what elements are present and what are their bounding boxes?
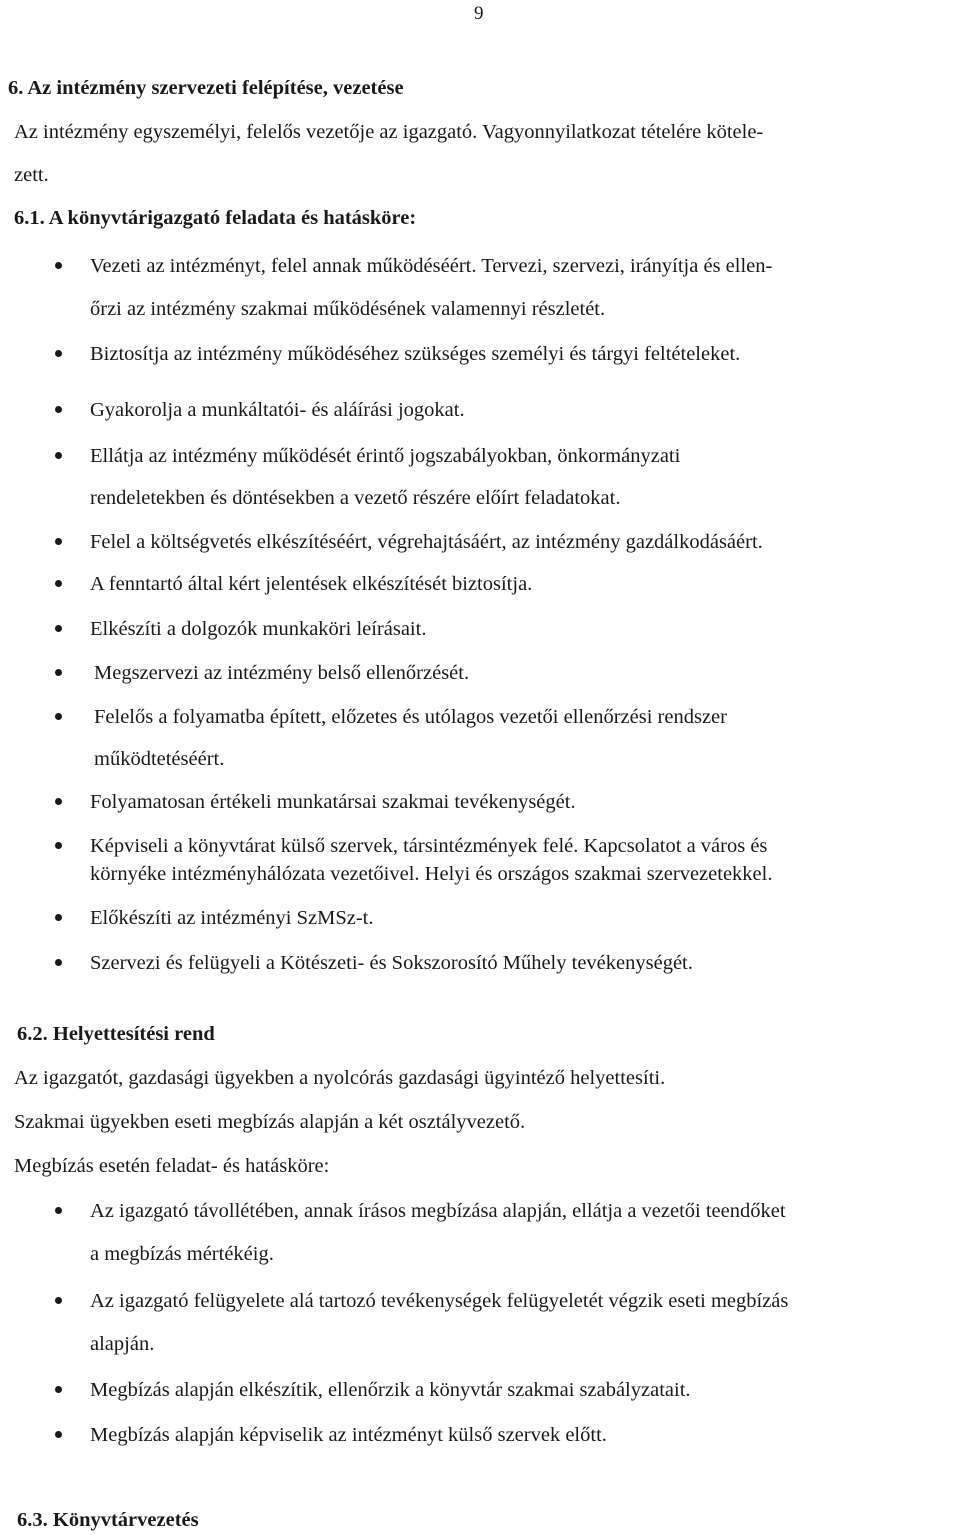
section-6-intro-line-2: zett. (14, 164, 49, 186)
list-item: Elkészíti a dolgozók munkaköri leírásait. (90, 618, 427, 640)
section-6-1-heading: 6.1. A könyvtárigazgató feladata és hatásköre: (14, 207, 417, 229)
list-item-continuation: a megbízás mértékéig. (90, 1243, 274, 1265)
bullet-icon (55, 262, 62, 269)
bullet-icon (55, 669, 62, 676)
list-item: Az igazgató felügyelete alá tartozó tevékenységek felügyeletét végzik eseti megbízás (90, 1290, 789, 1312)
bullet-icon (55, 842, 62, 849)
bullet-icon (55, 959, 62, 966)
bullet-icon (55, 1207, 62, 1214)
section-6-3-heading: 6.3. Könyvtárvezetés (17, 1509, 199, 1531)
list-item: Szervezi és felügyeli a Kötészeti- és Sokszorosító Műhely tevékenységét. (90, 952, 693, 974)
list-item-continuation: alapján. (90, 1333, 155, 1355)
list-item: Megbízás alapján képviselik az intézményt külső szervek előtt. (90, 1424, 607, 1446)
list-item-continuation: környéke intézményhálózata vezetőivel. Helyi és országos szakmai szervezetekkel. (90, 863, 773, 885)
bullet-icon (55, 1431, 62, 1438)
bullet-icon (55, 625, 62, 632)
section-6-heading: 6. Az intézmény szervezeti felépítése, vezetése (8, 77, 404, 99)
bullet-icon (55, 452, 62, 459)
page-number: 9 (474, 3, 484, 24)
bullet-icon (55, 1386, 62, 1393)
list-item: Gyakorolja a munkáltatói- és aláírási jogokat. (90, 399, 465, 421)
list-item: Ellátja az intézmény működését érintő jogszabályokban, önkormányzati (90, 445, 681, 467)
list-item: Képviseli a könyvtárat külső szervek, társintézmények felé. Kapcsolatot a város és (90, 835, 768, 857)
list-item-continuation: rendeletekben és döntésekben a vezető részére előírt feladatokat. (90, 487, 621, 509)
list-item: Biztosítja az intézmény működéséhez szükséges személyi és tárgyi feltételeket. (90, 343, 741, 365)
bullet-icon (55, 798, 62, 805)
list-item-continuation: őrzi az intézmény szakmai működésének valamennyi részletét. (90, 298, 606, 320)
bullet-icon (55, 713, 62, 720)
bullet-icon (55, 1297, 62, 1304)
list-item: Az igazgató távollétében, annak írásos megbízása alapján, ellátja a vezetői teendőket (90, 1200, 786, 1222)
list-item: Megszervezi az intézmény belső ellenőrzését. (94, 662, 470, 684)
section-6-2-paragraph-3: Megbízás esetén feladat- és hatásköre: (14, 1155, 330, 1177)
bullet-icon (55, 350, 62, 357)
bullet-icon (55, 538, 62, 545)
section-6-intro-line-1: Az intézmény egyszemélyi, felelős vezetője az igazgató. Vagyonnyilatkozat tételére kötele- (14, 121, 764, 143)
list-item: Felel a költségvetés elkészítéséért, végrehajtásáért, az intézmény gazdálkodásáért. (90, 531, 763, 553)
section-6-2-paragraph-2: Szakmai ügyekben eseti megbízás alapján a két osztályvezető. (14, 1111, 526, 1133)
list-item: Folyamatosan értékeli munkatársai szakmai tevékenységét. (90, 791, 576, 813)
list-item-continuation: működtetéséért. (94, 748, 225, 770)
section-6-2-paragraph-1: Az igazgatót, gazdasági ügyekben a nyolcórás gazdasági ügyintéző helyettesíti. (14, 1067, 666, 1089)
list-item: Megbízás alapján elkészítik, ellenőrzik a könyvtár szakmai szabályzatait. (90, 1379, 691, 1401)
list-item: A fenntartó által kért jelentések elkészítését biztosítja. (90, 573, 533, 595)
section-6-2-heading: 6.2. Helyettesítési rend (17, 1023, 215, 1045)
list-item: Vezeti az intézményt, felel annak működéséért. Tervezi, szervezi, irányítja és ellen- (90, 255, 773, 277)
list-item: Felelős a folyamatba épített, előzetes és utólagos vezetői ellenőrzési rendszer (94, 706, 727, 728)
bullet-icon (55, 580, 62, 587)
bullet-icon (55, 406, 62, 413)
list-item: Előkészíti az intézményi SzMSz-t. (90, 907, 374, 929)
bullet-icon (55, 914, 62, 921)
